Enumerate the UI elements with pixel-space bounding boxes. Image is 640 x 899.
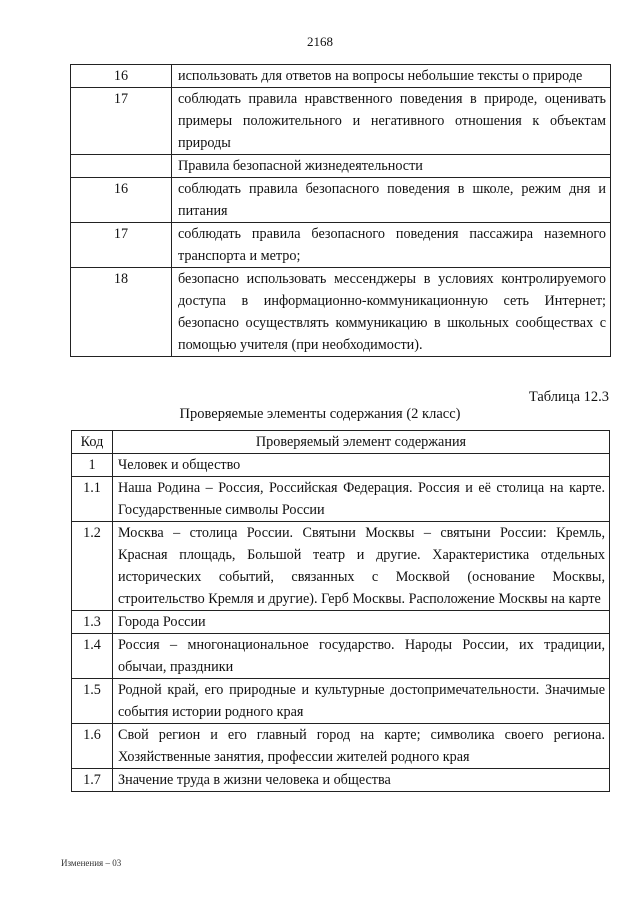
table-caption: Проверяемые элементы содержания (2 класс): [179, 406, 461, 422]
table-row: [71, 268, 611, 357]
row-text: Человек и общество: [113, 454, 610, 477]
header-code: Код: [72, 431, 113, 454]
table-row: [72, 611, 610, 634]
row-text: Родной край, его природные и культурные достопримечательности. Значимые события истории родного края: [113, 679, 610, 724]
table-row: [71, 88, 611, 155]
row-code: 17: [71, 88, 172, 155]
row-text: соблюдать правила безопасного поведения пассажира наземного транспорта и метро;: [172, 223, 611, 268]
row-text: Свой регион и его главный город на карте; символика своего региона. Хозяйственные занятия, профессии жителей родного края: [113, 724, 610, 769]
row-text: соблюдать правила нравственного поведения в природе, оценивать примеры положительного и негативного отношения к объектам природы: [172, 88, 611, 155]
table-row: [72, 454, 610, 477]
table-row: [71, 178, 611, 223]
row-code: 17: [71, 223, 172, 268]
table-row: [72, 679, 610, 724]
row-code: 1.5: [72, 679, 113, 724]
row-code: 1.2: [72, 522, 113, 611]
row-text: Наша Родина – Россия, Российская Федерация. Россия и её столица на карте. Государственные символы России: [113, 477, 610, 522]
row-text: Значение труда в жизни человека и общества: [113, 769, 610, 792]
table-row: [72, 522, 610, 611]
table-row: [71, 155, 611, 178]
page-number: 2168: [307, 34, 333, 49]
row-text: Города России: [113, 611, 610, 634]
table-row: [71, 65, 611, 88]
table-header-row: [72, 431, 610, 454]
section-heading: Правила безопасной жизнедеятельности: [172, 155, 611, 178]
row-text: соблюдать правила безопасного поведения в школе, режим дня и питания: [172, 178, 611, 223]
footer-note: Изменения – 03: [61, 858, 122, 868]
row-code: 16: [71, 65, 172, 88]
table-row: [72, 634, 610, 679]
row-text: использовать для ответов на вопросы небольшие тексты о природе: [172, 65, 611, 88]
table-row: [72, 769, 610, 792]
row-code: 1.1: [72, 477, 113, 522]
table-label: Таблица 12.3: [528, 389, 609, 405]
row-code: 1.3: [72, 611, 113, 634]
outcomes-table: [70, 64, 611, 357]
row-text: Россия – многонациональное государство. Народы России, их традиции, обычаи, праздники: [113, 634, 610, 679]
row-code: [71, 155, 172, 178]
row-code: 1.4: [72, 634, 113, 679]
row-code: 18: [71, 268, 172, 357]
content-elements-table: [71, 430, 610, 792]
row-code: 1: [72, 454, 113, 477]
table-row: [72, 724, 610, 769]
row-text: безопасно использовать мессенджеры в условиях контролируемого доступа в информационно-коммуникационную сеть Интернет; безопасно осуществлять коммуникацию в школьных сообществах с помощью учителя (при необходимости).: [172, 268, 611, 357]
row-code: 1.7: [72, 769, 113, 792]
table-row: [72, 477, 610, 522]
table-row: [71, 223, 611, 268]
row-text: Москва – столица России. Святыни Москвы – святыни России: Кремль, Красная площадь, Большой театр и другие. Характеристика отдельных исторических событий, связанных с Москвой (основание Москвы, строительство Кремля и другие). Герб Москвы. Расположение Москвы на карте: [113, 522, 610, 611]
row-code: 16: [71, 178, 172, 223]
header-element: Проверяемый элемент содержания: [113, 431, 610, 454]
row-code: 1.6: [72, 724, 113, 769]
